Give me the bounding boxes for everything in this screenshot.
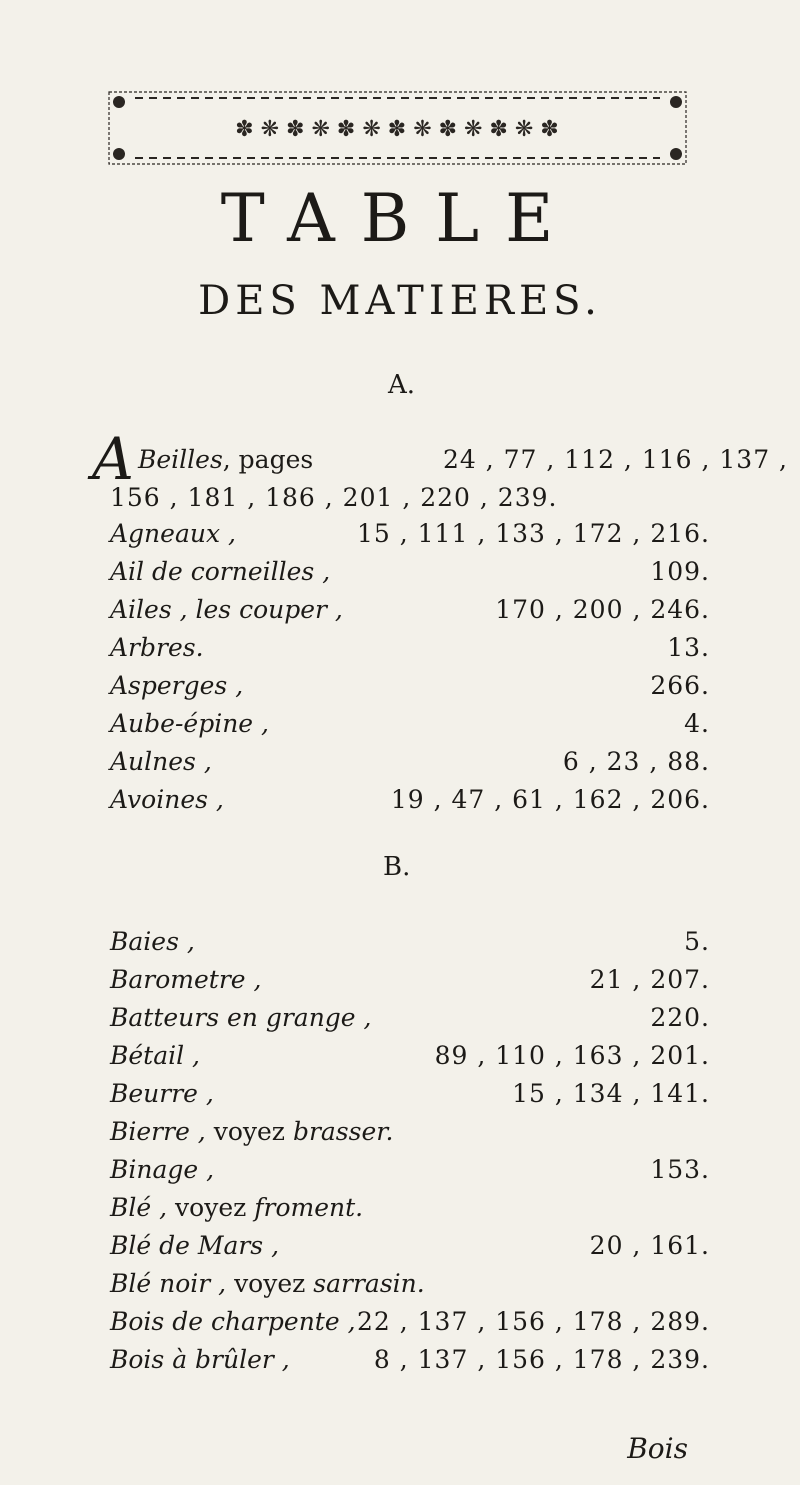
index-entry [110,1226,710,1266]
entry-pages: 8 , 137 , 156 , 178 , 239. [373,1345,710,1374]
section-letter-a: A. [388,370,416,400]
svg-text:✽ ❋ ✽ ❋ ✽ ❋ ✽ ❋ ✽ ❋ ✽ ❋ ✽: ✽ ❋ ✽ ❋ ✽ ❋ ✽ ❋ ✽ ❋ ✽ ❋ ✽ [235,117,559,142]
index-entry [110,552,710,592]
entry-pages: 20 , 161. [589,1231,710,1260]
page-title: TABLE [220,180,580,257]
entry-pages: 24 , 77 , 112 , 116 , 137 , [442,445,788,474]
entry-pages: 170 , 200 , 246. [495,595,710,624]
entry-term: Bierre , voyez brasser. [110,1117,394,1146]
entry-term: Arbres. [110,633,204,662]
entry-pages: 153. [650,1155,710,1184]
index-entry [110,704,710,744]
index-entry [110,1340,710,1380]
entry-term: Barometre , [110,965,262,994]
entry-pages: 21 , 207. [589,965,710,994]
entry-pages: 220. [650,1003,710,1032]
entry-term: Blé , voyez froment. [110,1193,364,1222]
index-entry [110,960,710,1000]
entry-term: Avoines , [110,785,224,814]
index-entry [110,922,710,962]
index-entry [110,1112,710,1152]
entry-pages: 15 , 111 , 133 , 172 , 216. [357,519,710,548]
entry-term: Bois de charpente , [110,1307,356,1336]
page-subtitle: DES MATIERES. [198,278,602,324]
entry-term: Ail de corneilles , [110,557,331,586]
decorative-border-ornament [105,88,690,168]
entry-term: Binage , [110,1155,215,1184]
entry-term: Baies , [110,927,195,956]
index-entry [110,1074,710,1114]
entry-pages: 4. [684,709,710,738]
section-letter-b: B. [383,852,411,882]
index-entry [110,780,710,820]
entry-pages: 266. [650,671,710,700]
entry-pages-continued: 156 , 181 , 186 , 201 , 220 , 239. [110,483,558,512]
index-entry [110,1302,710,1342]
entry-term: Blé de Mars , [110,1231,280,1260]
entry-term: Aulnes , [110,747,212,776]
entry-pages: 15 , 134 , 141. [512,1079,710,1108]
drop-cap: A [92,425,134,493]
entry-pages: 22 , 137 , 156 , 178 , 289. [357,1307,710,1336]
entry-pages: 19 , 47 , 61 , 162 , 206. [390,785,710,814]
entry-pages: 5. [684,927,710,956]
entry-term: Ailes , les couper , [110,595,343,624]
catchword: Bois [627,1432,688,1465]
index-entry [110,1188,710,1228]
index-entry [110,998,710,1038]
index-entry [110,514,710,554]
entry-term: Bétail , [110,1041,201,1070]
entry-pages: 13. [667,633,710,662]
index-entry [138,440,788,480]
entry-pages: 6 , 23 , 88. [562,747,710,776]
index-entry [110,666,710,706]
entry-term: Agneaux , [110,519,236,548]
index-entry [110,628,710,668]
entry-term: Beilles, pages [138,445,314,474]
entry-term: Aube-épine , [110,709,269,738]
index-entry [110,742,710,782]
entry-term: Asperges , [110,671,244,700]
entry-term: Blé noir , voyez sarrasin. [110,1269,425,1298]
entry-pages: 109. [650,557,710,586]
index-entry [110,1264,710,1304]
entry-term: Beurre , [110,1079,214,1108]
entry-pages: 89 , 110 , 163 , 201. [434,1041,710,1070]
entry-term: Bois à brûler , [110,1345,290,1374]
index-entry [110,1036,710,1076]
entry-term: Batteurs en grange , [110,1003,372,1032]
index-entry [110,1150,710,1190]
index-entry [110,590,710,630]
